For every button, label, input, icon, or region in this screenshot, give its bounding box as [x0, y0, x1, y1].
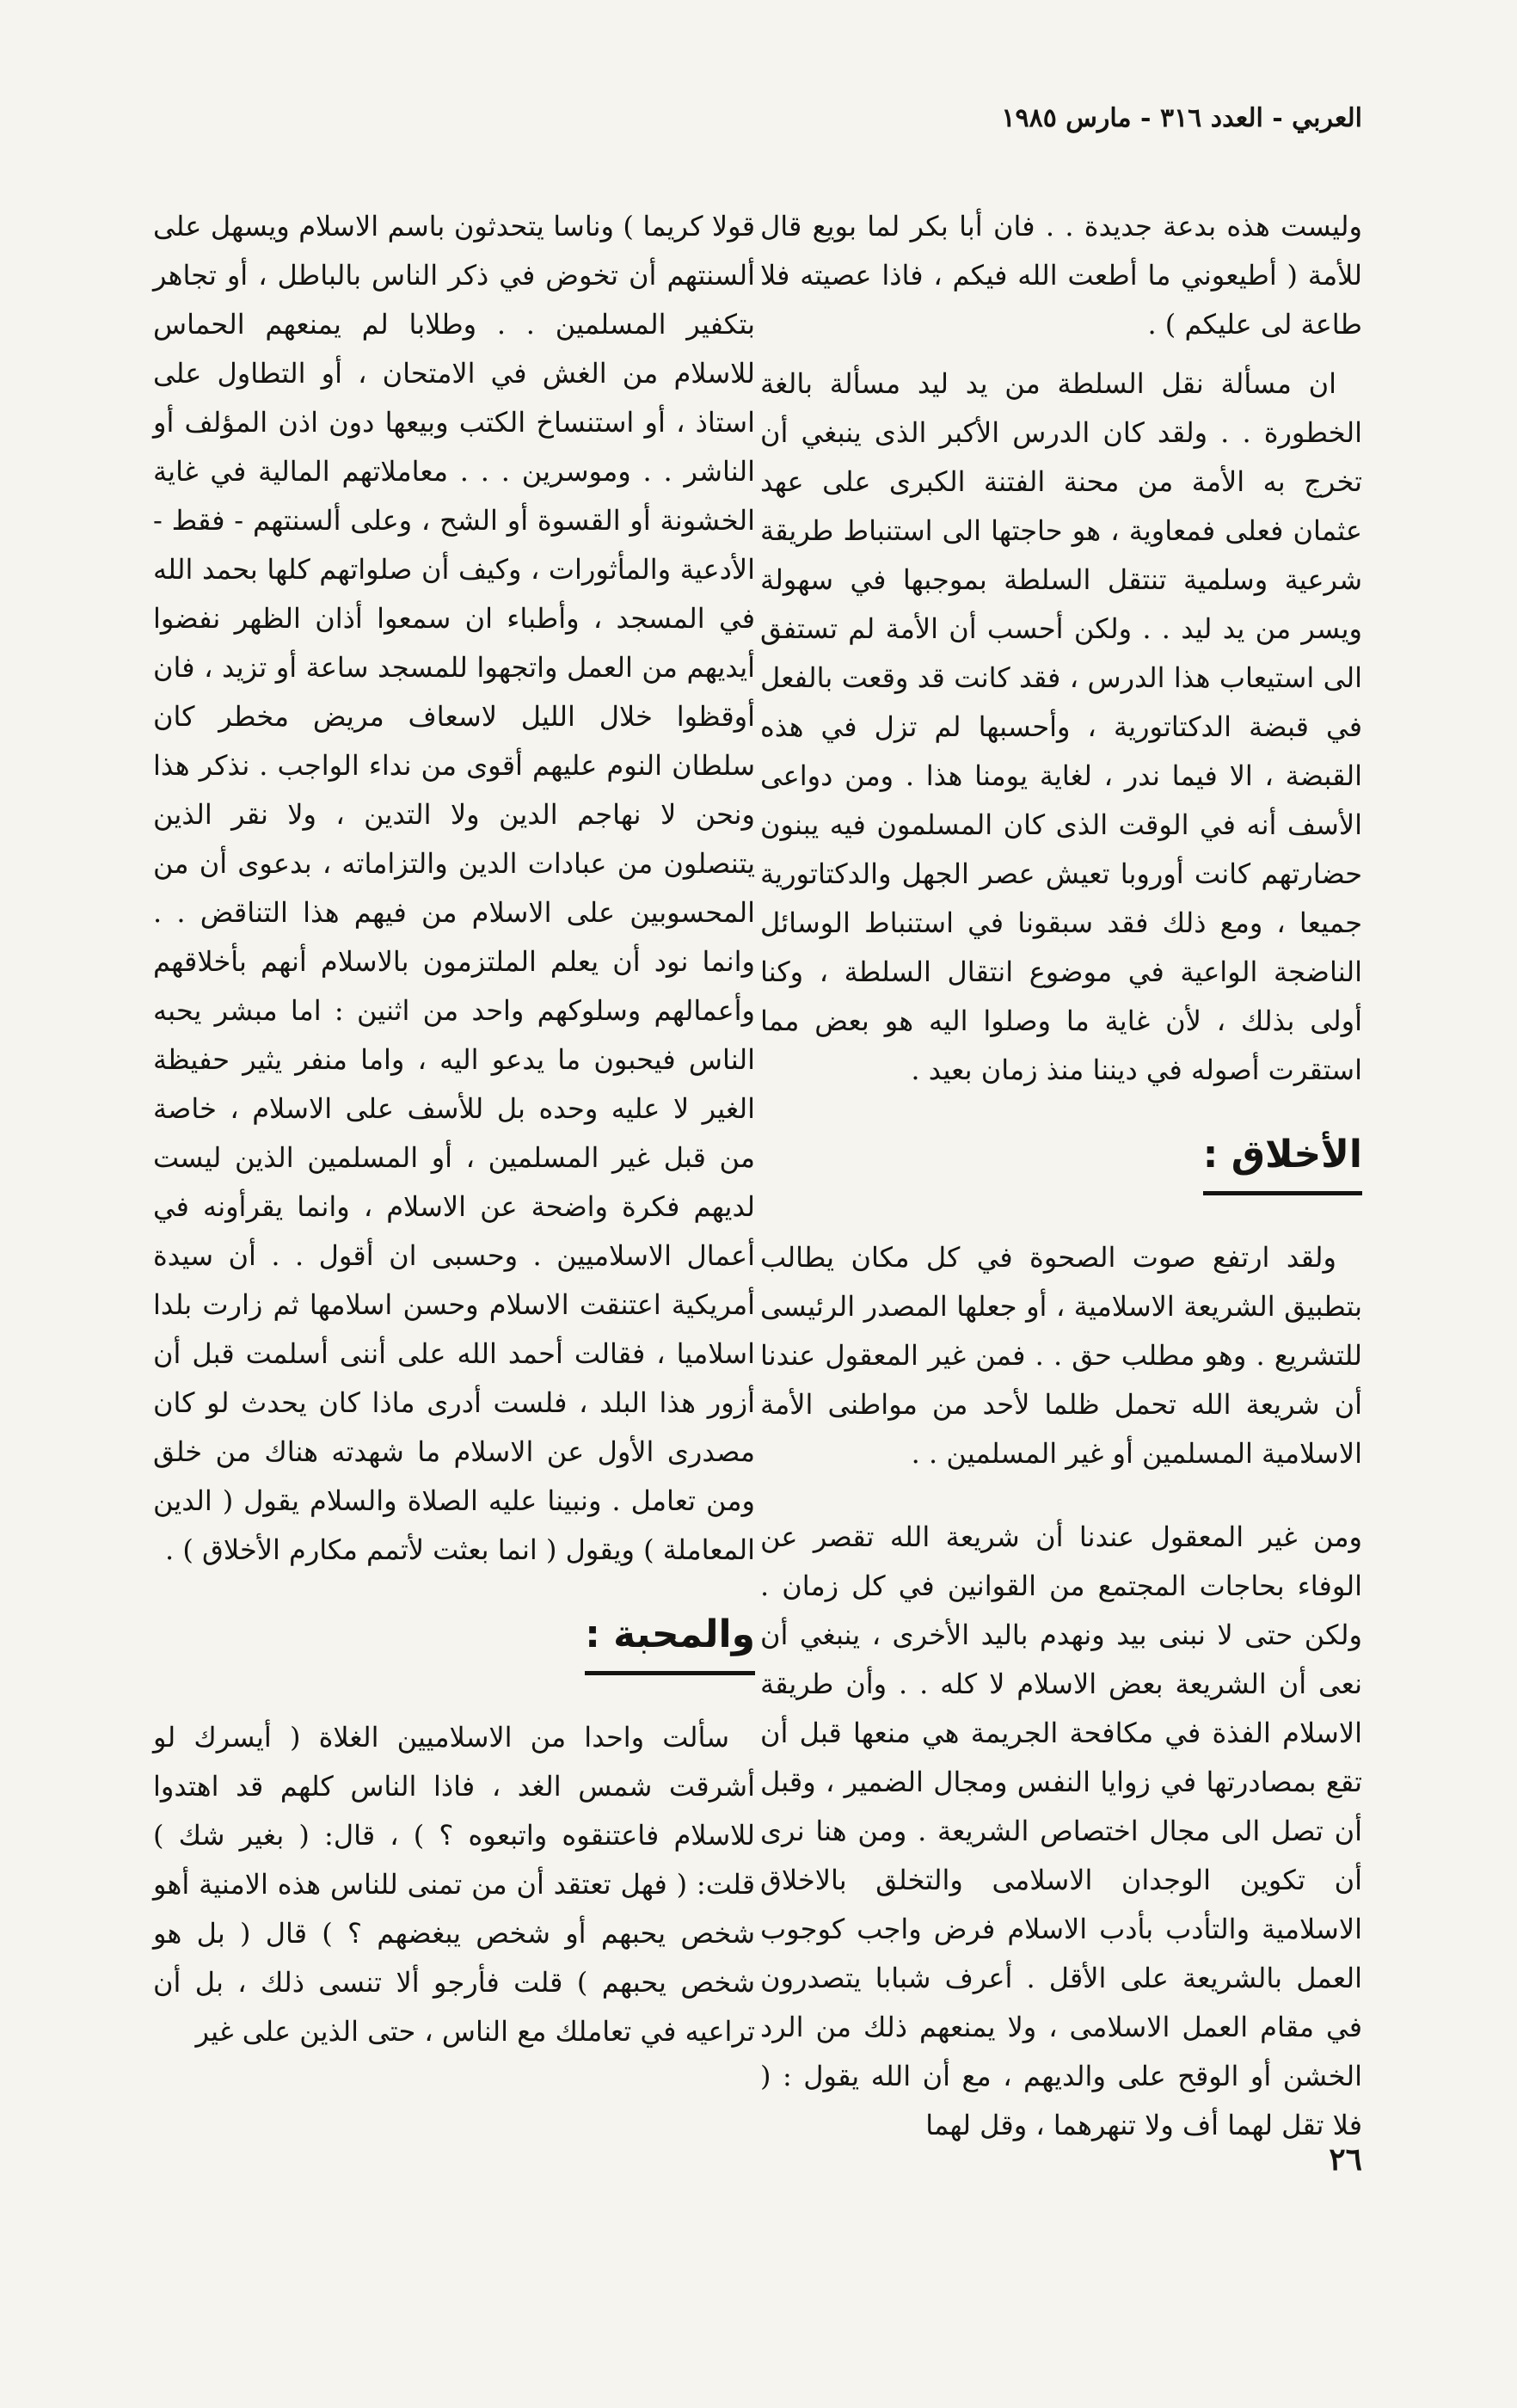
- paragraph: قولا كريما ) وناسا يتحدثون باسم الاسلام ويسهل على ألسنتهم أن تخوض في ذكر الناس بالباطل ، أو تجاهر بتكفير المسلمين . . وطلابا لم يمنعهم الحماس للاسلام من الغش في الامتحان ، أو التطاول على استاذ ، أو استنساخ الكتب وبيعها دون اذن المؤلف أو الناشر . . وموسرين . . . معاملاتهم المالية في غاية الخشونة أو القسوة أو الشح ، وعلى ألسنتهم - فقط - الأدعية والمأثورات ، وكيف أن صلواتهم كلها بحمد الله في المسجد ، وأطباء ان سمعوا أذان الظهر نفضوا أيديهم من العمل واتجهوا للمسجد ساعة أو تزيد ، فان أوقظوا خلال الليل لاسعاف مريض مخطر كان سلطان النوم عليهم أقوى من نداء الواجب . نذكر هذا ونحن لا نهاجم الدين ولا التدين ، ولا نقر الذين يتنصلون من عبادات الدين والتزاماته ، بدعوى أن من المحسوبين على الاسلام من فيهم هذا التناقض . . وانما نود أن يعلم الملتزمون بالاسلام أنهم بأخلاقهم وأعمالهم وسلوكهم واحد من اثنين : اما مبشر يحبه الناس فيحبون ما يدعو اليه ، واما منفر يثير حفيظة الغير لا عليه وحده بل للأسف على الاسلام ، خاصة من قبل غير المسلمين ، أو المسلمين الذين ليست لديهم فكرة واضحة عن الاسلام ، وانما يقرأونه في أعمال الاسلاميين . وحسبى ان أقول . . أن سيدة أمريكية اعتنقت الاسلام وحسن اسلامها ثم زارت بلدا اسلاميا ، فقالت أحمد الله على أننى أسلمت قبل أن أزور هذا البلد ، فلست أدرى ماذا كان يحدث لو كان مصدرى الأول عن الاسلام ما شهدته هناك من خلق ومن تعامل . ونبينا عليه الصلاة والسلام يقول ( الدين المعاملة ) ويقول ( انما بعثت لأتمم مكارم الأخلاق ) .: [153, 210, 756, 1566]
- section-title: والمحبة :: [585, 1607, 755, 1675]
- paragraph: سألت واحدا من الاسلاميين الغلاة ( أيسرك لو أشرقت شمس الغد ، فاذا الناس كلهم قد اهتدوا للاسلام فاعتنقوه واتبعوه ؟ ) ، قال: ( بغير شك ) قلت: ( فهل تعتقد أن من تمنى للناس هذه الامنية أهو شخص يحبهم أو شخص يبغضهم ؟ ) قال ( بل هو شخص يحبهم ) قلت فأرجو ألا تنسى ذلك ، بل أن تراعيه في تعاملك مع الناس ، حتى الذين على غير: [153, 1721, 755, 2048]
- running-head: العربي - العدد ٣١٦ - مارس ١٩٨٥: [1001, 103, 1362, 133]
- section-heading-mahabba: [153, 1607, 755, 1675]
- paragraph: ولقد ارتفع صوت الصحوة في كل مكان يطالب بتطبيق الشريعة الاسلامية ، أو جعلها المصدر الرئيسى للتشريع . وهو مطلب حق . . فمن غير المعقول عندنا أن شريعة الله تحمل ظلما لأحد من مواطنى الأمة الاسلامية المسلمين أو غير المسلمين . .: [760, 1241, 1362, 1470]
- section-heading-akhlaq: [760, 1127, 1362, 1195]
- left-column: [153, 202, 755, 2067]
- paragraph: ومن غير المعقول عندنا أن شريعة الله تقصر عن الوفاء بحاجات المجتمع من القوانين في كل زمان . ولكن حتى لا نبنى بيد ونهدم باليد الأخرى ، ينبغي أن نعى أن الشريعة بعض الاسلام لا كله . . وأن طريقة الاسلام الفذة في مكافحة الجريمة هي منعها قبل أن تقع بمصادرتها في زوايا النفس ومجال الضمير ، وقبل أن تصل الى مجال اختصاص الشريعة . ومن هنا نرى أن تكوين الوجدان الاسلامى والتخلق بالاخلاق الاسلامية والتأدب بأدب الاسلام فرض واجب كوجوب العمل بالشريعة على الأقل . أعرف شبابا يتصدرون في مقام العمل الاسلامى ، ولا يمنعهم ذلك من الرد الخشن أو الوقح على والديهم ، مع أن الله يقول : ( فلا تقل لهما أف ولا تنهرهما ، وقل لهما: [760, 1520, 1362, 2141]
- page-number: ٢٦: [1329, 2141, 1362, 2178]
- right-column: [760, 202, 1362, 2160]
- paragraph: وليست هذه بدعة جديدة . . فان أبا بكر لما بويع قال للأمة ( أطيعوني ما أطعت الله فيكم ، فاذا عصيته فلا طاعة لى عليكم ) .: [760, 210, 1363, 341]
- paragraph: ان مسألة نقل السلطة من يد ليد مسألة بالغة الخطورة . . ولقد كان الدرس الأكبر الذى ينبغي أن تخرج به الأمة من محنة الفتنة الكبرى على عهد عثمان فعلى فمعاوية ، هو حاجتها الى استنباط طريقة شرعية وسلمية تنتقل السلطة بموجبها في سهولة ويسر من يد ليد . . ولكن أحسب أن الأمة لم تستفق الى استيعاب هذا الدرس ، فقد كانت قد وقعت بالفعل في قبضة الدكتاتورية ، وأحسبها لم تزل في هذه القبضة ، الا فيما ندر ، لغاية يومنا هذا . ومن دواعى الأسف أنه في الوقت الذى كان المسلمون فيه يبنون حضارتهم كانت أوروبا تعيش عصر الجهل والدكتاتورية جميعا ، ومع ذلك فقد سبقونا في استنباط الوسائل الناضجة الواعية في موضوع انتقال السلطة ، وكنا أولى بذلك ، لأن غاية ما وصلوا اليه هو بعض مما استقرت أصوله في ديننا منذ زمان بعيد .: [760, 367, 1362, 1086]
- section-title: الأخلاق :: [1203, 1127, 1362, 1195]
